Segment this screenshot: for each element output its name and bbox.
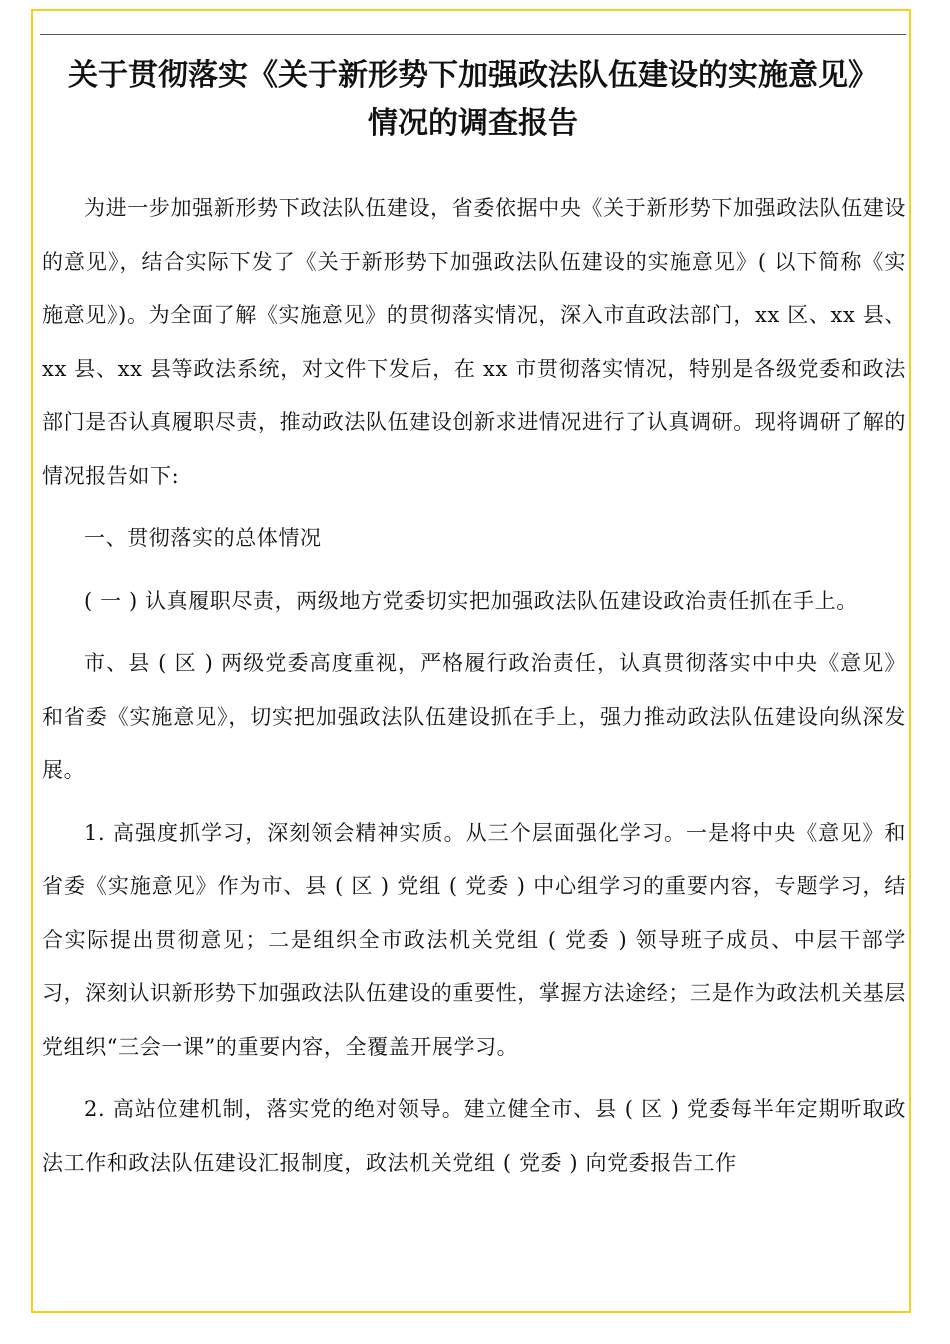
document-body [42,182,906,1190]
paragraph-intro: 为进一步加强新形势下政法队伍建设，省委依据中央《关于新形势下加强政法队伍建设的意见》，结合实际下发了《关于新形势下加强政法队伍建设的实施意见》( 以下简称《实施意见》)。为全面了解《实施意见》的贯彻落实情况，深入市直政法部门，xx 区、xx 县、xx 县、xx 县等政法系统，对文件下发后，在 xx 市贯彻落实情况，特别是各级党委和政法部门是否认真履职尽责，推动政法队伍建设创新求进情况进行了认真调研。现将调研了解的情况报告如下: [42,196,906,488]
title-line-1: 关于贯彻落实《关于新形势下加强政法队伍建设的实施意见》 [68,58,878,93]
header-rule [40,34,906,35]
subsection-heading-1: ( 一 ) 认真履职尽责，两级地方党委切实把加强政法队伍建设政治责任抓在手上。 [84,588,858,613]
section-heading-1: 一、贯彻落实的总体情况 [84,526,322,550]
paragraph-point-1: 1. 高强度抓学习，深刻领会精神实质。从三个层面强化学习。一是将中央《意见》和省委《实施意见》作为市、县 ( 区 ) 党组 ( 党委 ) 中心组学习的重要内容，专题学习，结合实际提出贯彻意见；二是组织全市政法机关党组 ( 党委 ) 领导班子成员、中层干部学习，深刻认识新形势下加强政法队伍建设的重要性，掌握方法途经；三是作为政法机关基层党组织“三会一课”的重要内容，全覆盖开展学习。 [42,820,906,1059]
document-title [40,52,906,148]
paragraph-overview: 市、县 ( 区 ) 两级党委高度重视，严格履行政治责任，认真贯彻落实中中央《意见》和省委《实施意见》，切实把加强政法队伍建设抓在手上，强力推动政法队伍建设向纵深发展。 [42,651,906,782]
title-line-2: 情况的调查报告 [368,106,578,141]
paragraph-point-2: 2. 高站位建机制，落实党的绝对领导。建立健全市、县 ( 区 ) 党委每半年定期听取政法工作和政法队伍建设汇报制度，政法机关党组 ( 党委 ) 向党委报告工作 [42,1097,906,1175]
